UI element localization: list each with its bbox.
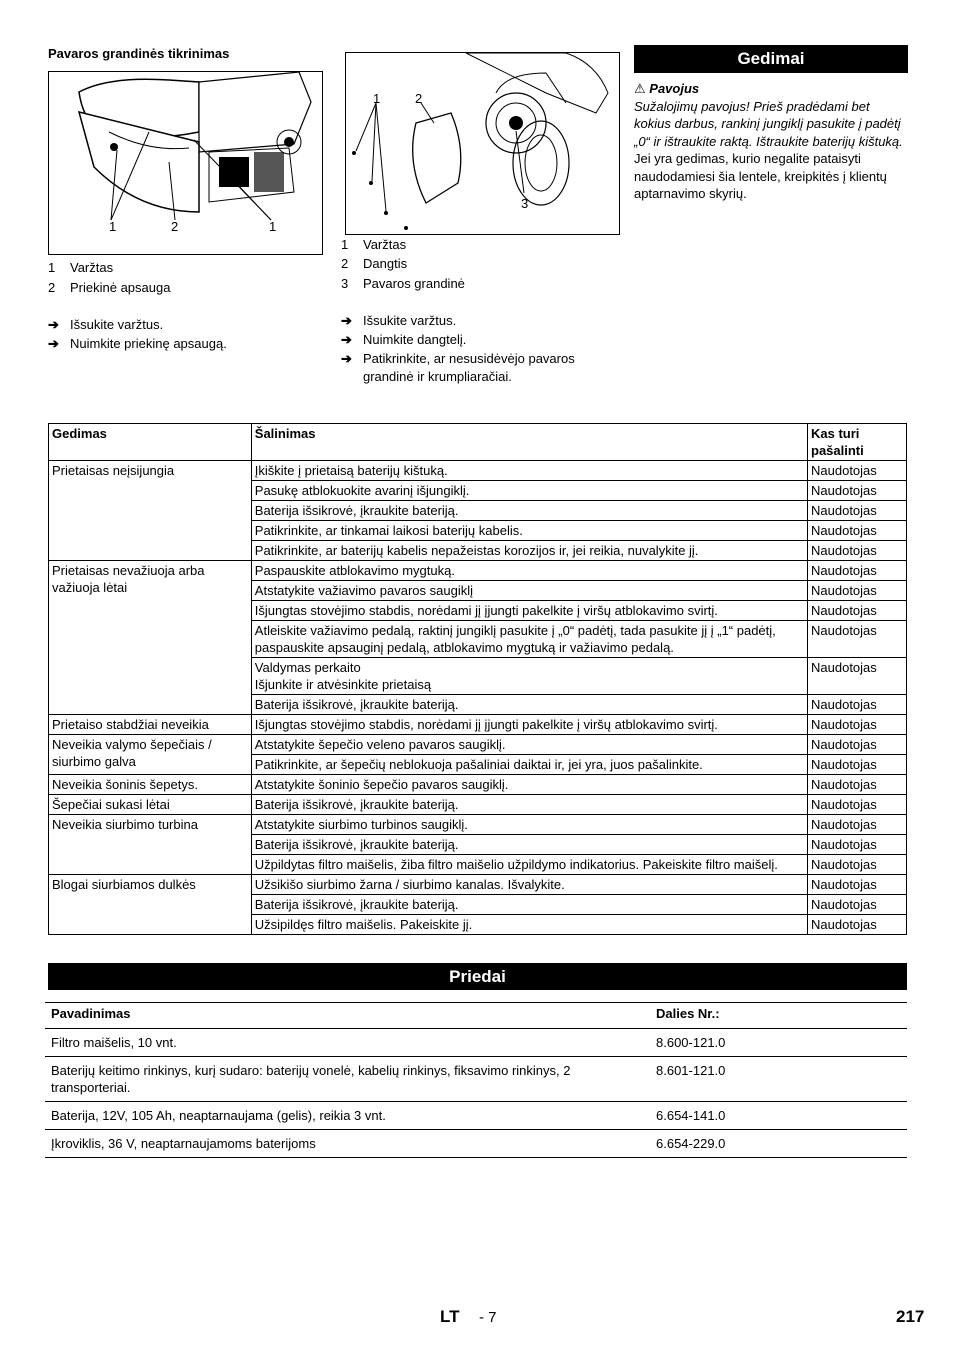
table-row: [45, 1102, 907, 1130]
responsible-cell: Naudotojas: [808, 895, 907, 915]
accessory-name-cell: Baterija, 12V, 105 Ah, neaptarnaujama (gelis), reikia 3 vnt.: [45, 1102, 650, 1130]
footer-page-number: 217: [896, 1307, 925, 1326]
responsible-cell: Naudotojas: [808, 541, 907, 561]
arrow-right-icon: ➔: [341, 351, 352, 366]
section-heading-drive-chain: Pavaros grandinės tikrinimas: [48, 46, 230, 61]
remedy-cell: Patikrinkite, ar tinkamai laikosi baterijų kabelis.: [251, 521, 807, 541]
legend-item: 3 Pavaros grandinė: [341, 276, 465, 291]
footer-language: LT: [440, 1307, 460, 1326]
table-header-row: [45, 1003, 907, 1029]
callout-2: 2: [171, 219, 179, 234]
legend-item: 1 Varžtas: [341, 237, 407, 252]
column-header: Šalinimas: [251, 424, 807, 461]
remedy-cell: Išjungtas stovėjimo stabdis, norėdami jį įjungti pakelkite į viršų atblokavimo svirtį.: [251, 601, 807, 621]
table-row: [49, 775, 907, 795]
step-item: ➔ Išsukite varžtus.: [341, 313, 457, 328]
table-row: [45, 1057, 907, 1102]
warning-triangle-icon: ⚠: [634, 81, 646, 96]
fault-cell: Prietaisas neįsijungia: [49, 461, 252, 561]
part-number-cell: 8.601-121.0: [650, 1057, 907, 1102]
fault-cell: Neveikia siurbimo turbina: [49, 815, 252, 875]
arrow-right-icon: ➔: [48, 317, 59, 332]
remedy-cell: Užsipildęs filtro maišelis. Pakeiskite jį.: [251, 915, 807, 935]
responsible-cell: Naudotojas: [808, 875, 907, 895]
responsible-cell: Naudotojas: [808, 658, 907, 695]
responsible-cell: Naudotojas: [808, 855, 907, 875]
responsible-cell: Naudotojas: [808, 795, 907, 815]
warning-title: Pavojus: [649, 81, 700, 96]
responsible-cell: Naudotojas: [808, 621, 907, 658]
step-item: ➔ Patikrinkite, ar nesusidėvėjo pavaros grandinė ir krumpliaračiai.: [341, 351, 575, 384]
callout-1b: 1: [269, 219, 277, 234]
accessories-table: [45, 1002, 907, 1158]
part-number-cell: 6.654-141.0: [650, 1102, 907, 1130]
responsible-cell: Naudotojas: [808, 501, 907, 521]
figure-front-guard: [48, 71, 323, 255]
remedy-cell: Paspauskite atblokavimo mygtuką.: [251, 561, 807, 581]
remedy-cell: Atstatykite važiavimo pavaros saugiklį: [251, 581, 807, 601]
remedy-cell: Baterija išsikrovė, įkraukite bateriją.: [251, 835, 807, 855]
fault-cell: Blogai siurbiamos dulkės: [49, 875, 252, 935]
remedy-cell: Patikrinkite, ar baterijų kabelis nepažeistas korozijos ir, jei reikia, nuvalykite jį.: [251, 541, 807, 561]
accessories-table-body: [45, 1029, 907, 1158]
responsible-cell: Naudotojas: [808, 735, 907, 755]
remedy-cell: Baterija išsikrovė, įkraukite bateriją.: [251, 895, 807, 915]
fault-cell: Prietaisas nevažiuoja arba važiuoja lėtai: [49, 561, 252, 715]
table-row: [49, 815, 907, 835]
info-text: Jei yra gedimas, kurio negalite pataisyti naudodamiesi šia lentele, kreipkitės į klientų aptarnavimo skyrių.: [634, 151, 887, 201]
remedy-cell: Atstatykite siurbimo turbinos saugiklį.: [251, 815, 807, 835]
responsible-cell: Naudotojas: [808, 521, 907, 541]
fault-cell: Neveikia šoninis šepetys.: [49, 775, 252, 795]
column-header: Kas turi pašalinti: [808, 424, 907, 461]
table-header-row: [49, 424, 907, 461]
column-header: Dalies Nr.:: [650, 1003, 907, 1029]
column-header: Pavadinimas: [45, 1003, 650, 1029]
legend-item: 2 Priekinė apsauga: [48, 280, 171, 295]
callout-3: 3: [521, 196, 529, 211]
footer-section-page: - 7: [479, 1309, 497, 1326]
fault-table: [48, 423, 907, 935]
table-row: [49, 795, 907, 815]
responsible-cell: Naudotojas: [808, 835, 907, 855]
table-row: [49, 715, 907, 735]
fault-cell: Šepečiai sukasi lėtai: [49, 795, 252, 815]
table-row: [49, 735, 907, 755]
responsible-cell: Naudotojas: [808, 715, 907, 735]
responsible-cell: Naudotojas: [808, 461, 907, 481]
accessory-name-cell: Įkroviklis, 36 V, neaptarnaujamoms baterijoms: [45, 1130, 650, 1158]
callout-2: 2: [415, 91, 423, 106]
remedy-cell: Baterija išsikrovė, įkraukite bateriją.: [251, 695, 807, 715]
responsible-cell: Naudotojas: [808, 775, 907, 795]
legend-item: 1 Varžtas: [48, 260, 114, 275]
step-item: ➔ Nuimkite priekinę apsaugą.: [48, 336, 227, 351]
remedy-cell: Atstatykite šoninio šepečio pavaros saugiklį.: [251, 775, 807, 795]
section-title-accessories: Priedai: [48, 963, 907, 990]
part-number-cell: 8.600-121.0: [650, 1029, 907, 1057]
callout-1: 1: [109, 219, 117, 234]
warning-block: [634, 80, 906, 203]
remedy-cell: Užpildytas filtro maišelis, žiba filtro maišelio užpildymo indikatorius. Pakeiskite filtro maišelį.: [251, 855, 807, 875]
responsible-cell: Naudotojas: [808, 695, 907, 715]
accessory-name-cell: Filtro maišelis, 10 vnt.: [45, 1029, 650, 1057]
step-item: ➔ Išsukite varžtus.: [48, 317, 164, 332]
arrow-right-icon: ➔: [341, 332, 352, 347]
responsible-cell: Naudotojas: [808, 481, 907, 501]
remedy-cell: Valdymas perkaito Išjunkite ir atvėsinkite prietaisą: [251, 658, 807, 695]
fault-table-body: [49, 461, 907, 935]
table-row: [45, 1029, 907, 1057]
callout-1: 1: [373, 91, 381, 106]
remedy-cell: Atstatykite šepečio veleno pavaros saugiklį.: [251, 735, 807, 755]
responsible-cell: Naudotojas: [808, 815, 907, 835]
part-number-cell: 6.654-229.0: [650, 1130, 907, 1158]
remedy-cell: Išjungtas stovėjimo stabdis, norėdami jį įjungti pakelkite į viršų atblokavimo svirtį.: [251, 715, 807, 735]
table-row: [49, 875, 907, 895]
responsible-cell: Naudotojas: [808, 601, 907, 621]
accessory-name-cell: Baterijų keitimo rinkinys, kurį sudaro: baterijų vonelė, kabelių rinkinys, fiksavimo rinkinys, 2 transporteriai.: [45, 1057, 650, 1102]
table-row: [49, 561, 907, 581]
table-row: [45, 1130, 907, 1158]
machine-front-illustration: [49, 72, 322, 254]
drive-chain-illustration: [346, 53, 619, 234]
arrow-right-icon: ➔: [341, 313, 352, 328]
step-item: ➔ Nuimkite dangtelį.: [341, 332, 467, 347]
legend-item: 2 Dangtis: [341, 256, 408, 271]
remedy-cell: Užsikišo siurbimo žarna / siurbimo kanalas. Išvalykite.: [251, 875, 807, 895]
remedy-cell: Baterija išsikrovė, įkraukite bateriją.: [251, 795, 807, 815]
remedy-cell: Patikrinkite, ar šepečių neblokuoja pašaliniai daiktai ir, jei yra, juos pašalinkite.: [251, 755, 807, 775]
fault-cell: Prietaiso stabdžiai neveikia: [49, 715, 252, 735]
remedy-cell: Atleiskite važiavimo pedalą, raktinį jungiklį pasukite į „0“ padėtį, tada pasukite jį į „1“ padėtį, paspauskite apsauginį pedalą, atblokavimo mygtuką ir važiavimo pedalą.: [251, 621, 807, 658]
remedy-cell: Baterija išsikrovė, įkraukite bateriją.: [251, 501, 807, 521]
responsible-cell: Naudotojas: [808, 581, 907, 601]
table-row: [49, 461, 907, 481]
column-header: Gedimas: [49, 424, 252, 461]
figure-drive-chain-cover: [345, 52, 620, 235]
responsible-cell: Naudotojas: [808, 561, 907, 581]
remedy-cell: Įkiškite į prietaisą baterijų kištuką.: [251, 461, 807, 481]
responsible-cell: Naudotojas: [808, 915, 907, 935]
remedy-cell: Pasukę atblokuokite avarinį išjungiklį.: [251, 481, 807, 501]
warning-text: Sužalojimų pavojus! Prieš pradėdami bet kokius darbus, rankinį jungiklį pasukite į padėtį „0“ ir ištraukite raktą. Ištraukite baterijų kištuką.: [634, 98, 903, 149]
arrow-right-icon: ➔: [48, 336, 59, 351]
responsible-cell: Naudotojas: [808, 755, 907, 775]
fault-cell: Neveikia valymo šepečiais / siurbimo galva: [49, 735, 252, 775]
section-title-faults: Gedimai: [634, 45, 908, 73]
